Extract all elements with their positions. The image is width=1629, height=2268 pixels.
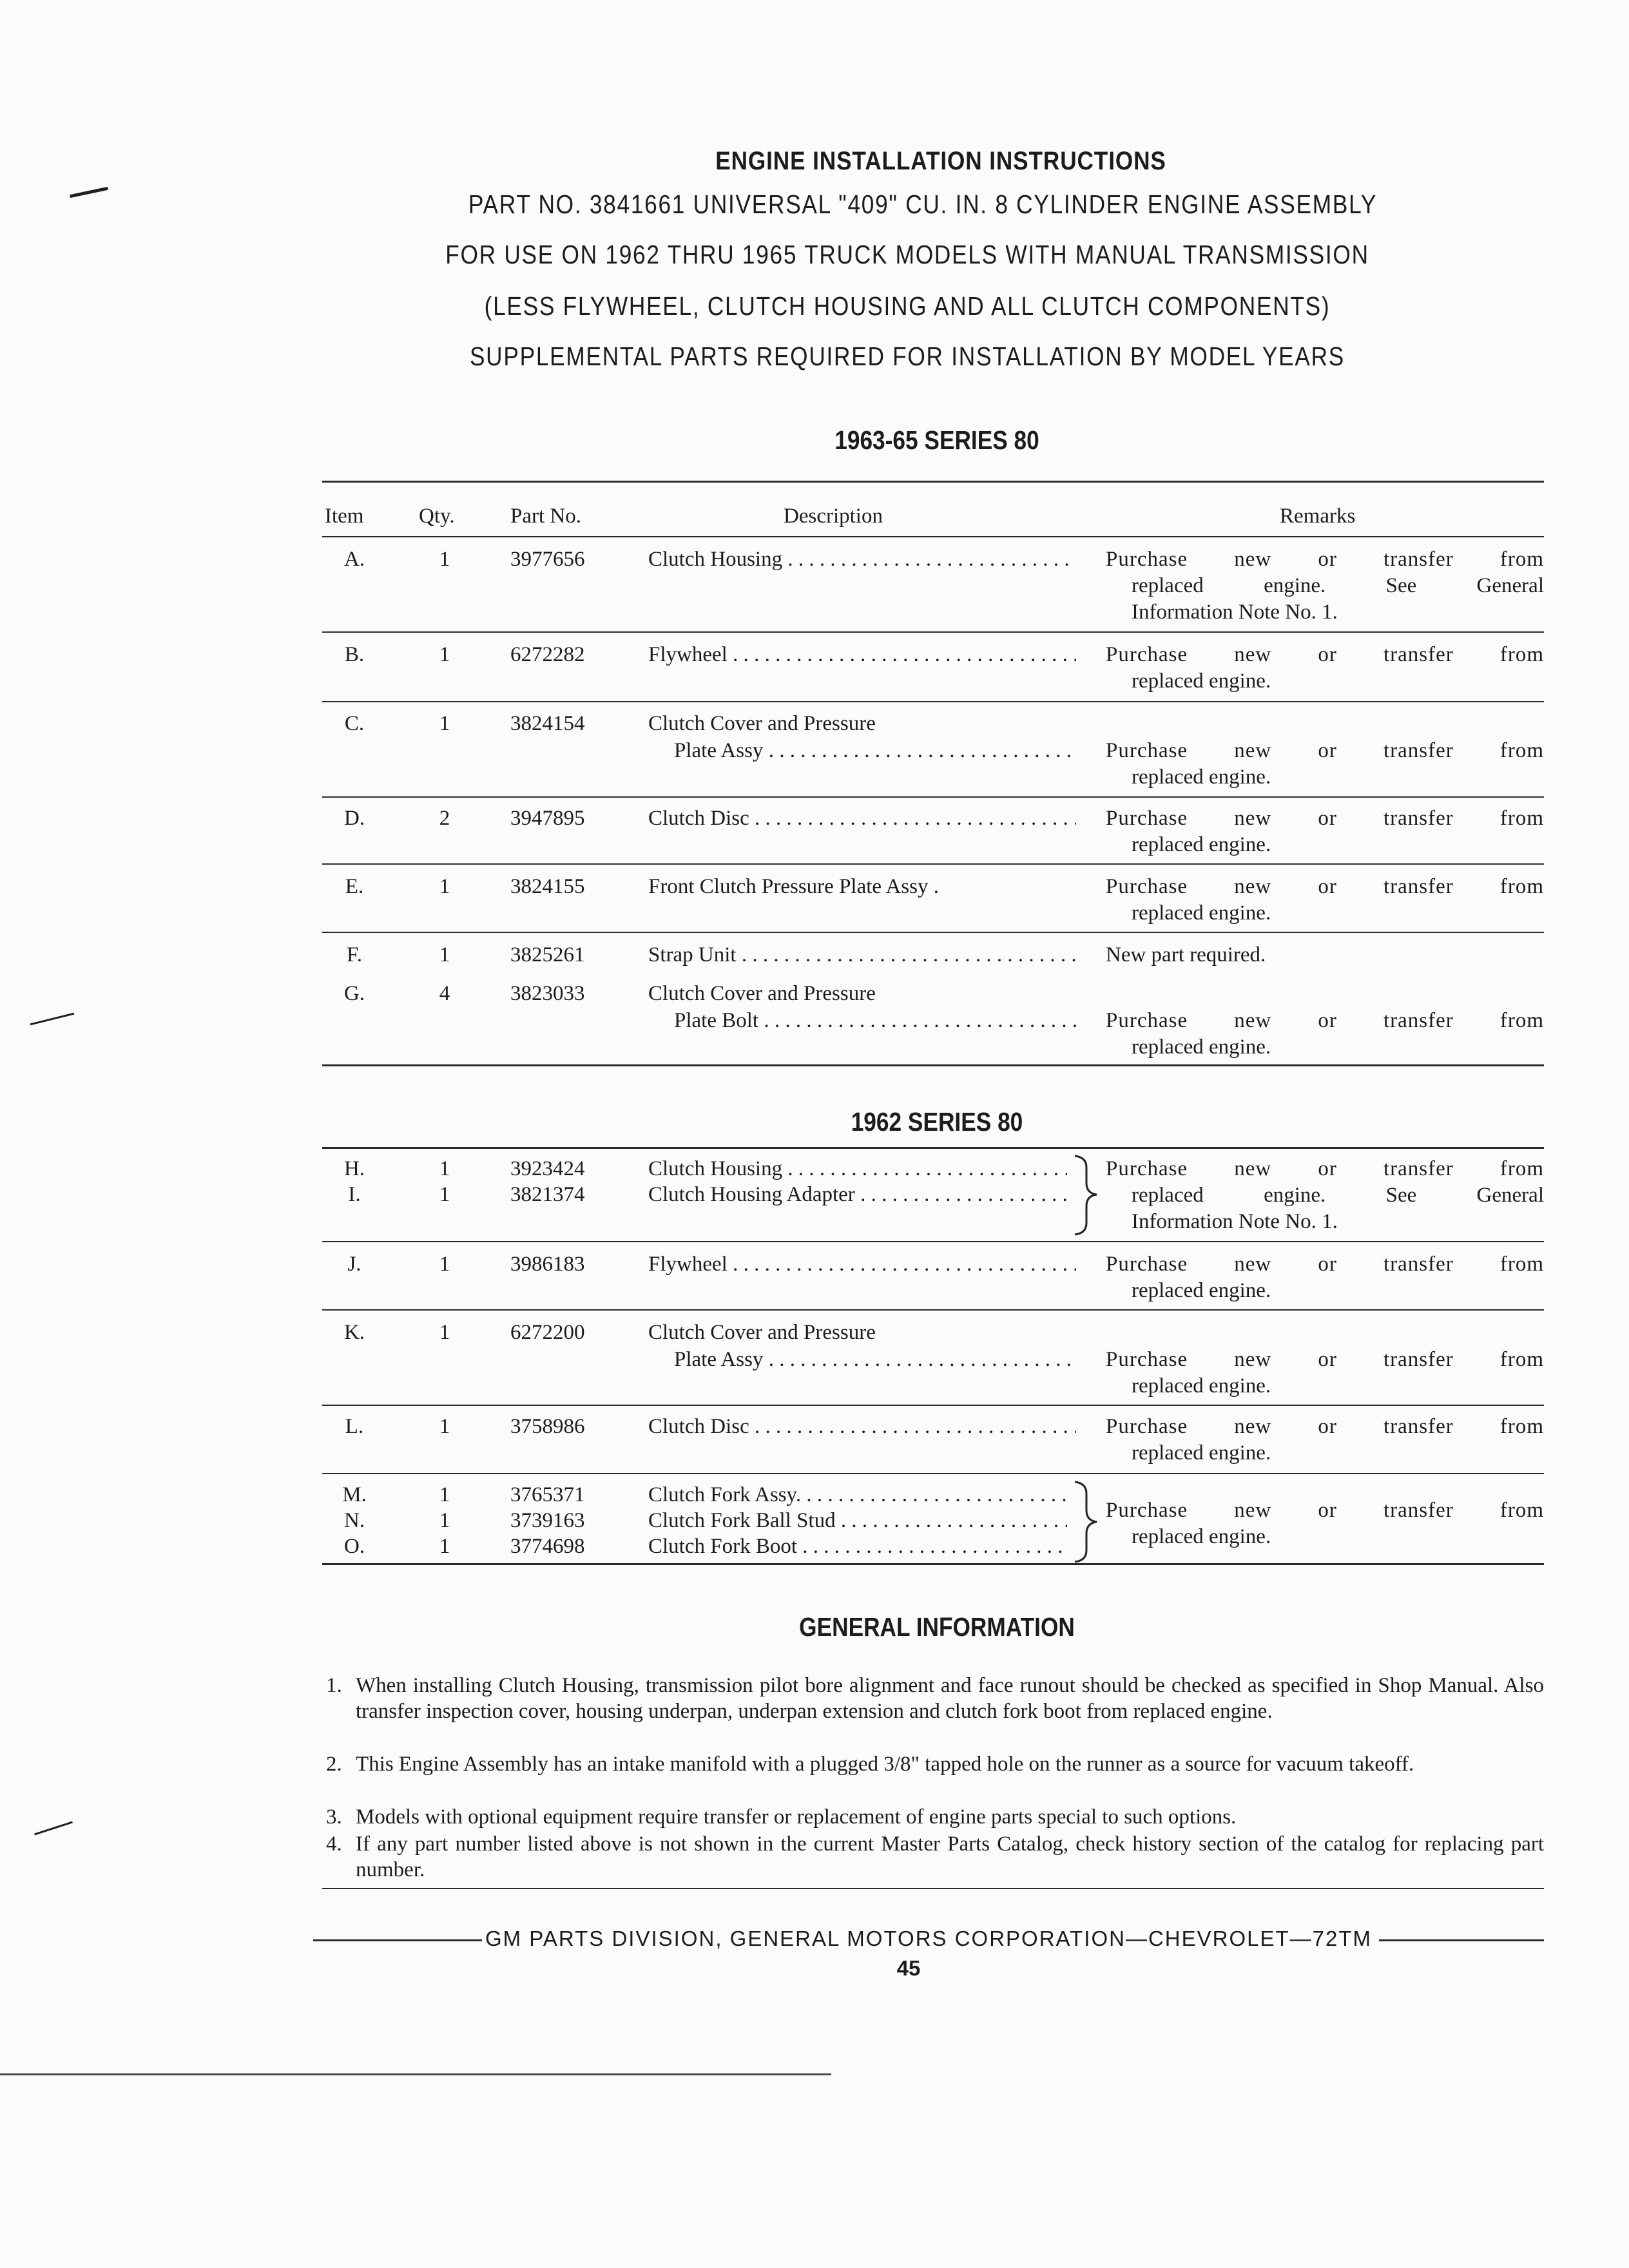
margin-mark-lower — [34, 1821, 73, 1835]
footer-rule-right — [1379, 1939, 1544, 1941]
item-letter: G. — [343, 982, 365, 1005]
item-letter: D. — [343, 807, 365, 830]
column-header-qty: Qty. — [419, 505, 455, 528]
item-description: Clutch Housing Adapter . . . — [648, 1182, 1067, 1207]
item-qty: 1 — [439, 943, 450, 966]
item-qty: 1 — [439, 1157, 450, 1180]
item-qty: 2 — [439, 807, 450, 830]
item-letter: L. — [345, 1415, 364, 1438]
table-top-rule — [322, 481, 1544, 483]
item-description: Flywheel . . . — [648, 1251, 1076, 1277]
item-remarks-cont: replaced engine. — [1132, 833, 1271, 856]
note-text: If any part number listed above is not shown in the current Master Parts Catalog, check history section of the catalog for replacing part number. — [356, 1832, 1544, 1881]
item-letter: I. — [348, 1183, 361, 1206]
row-rule — [322, 1309, 1544, 1311]
item-qty: 1 — [439, 548, 450, 571]
header-line-part-number: PART NO. 3841661 UNIVERSAL "409" CU. IN. 8 CYLINDER ENGINE ASSEMBLY — [468, 189, 1378, 219]
general-information-title: GENERAL INFORMATION — [799, 1612, 1075, 1642]
page-title: ENGINE INSTALLATION INSTRUCTIONS — [715, 147, 1166, 175]
item-description: Clutch Cover and Pressure — [648, 1321, 876, 1344]
section-bottom-rule — [322, 1064, 1544, 1066]
header-line-exclusions: (LESS FLYWHEEL, CLUTCH HOUSING AND ALL CLUTCH COMPONENTS) — [484, 291, 1331, 321]
right-brace — [1070, 1153, 1102, 1237]
item-description: Front Clutch Pressure Plate Assy . — [648, 875, 939, 898]
page-number: 45 — [896, 1956, 921, 1980]
general-note — [326, 1751, 1544, 1777]
item-remarks: Purchase new or transfer from — [1106, 1157, 1544, 1180]
note-text: When installing Clutch Housing, transmission pilot bore alignment and face runout should be checked as specified in Shop Manual. Also transfer inspection cover, housing underpan, underpan extension and clutch fork boot from replaced engine. — [356, 1674, 1544, 1723]
item-remarks: Purchase new or transfer from — [1106, 1009, 1544, 1032]
item-letter: K. — [343, 1321, 365, 1344]
item-letter: F. — [347, 943, 362, 966]
item-qty: 1 — [439, 1483, 450, 1506]
item-part-number: 3947895 — [510, 807, 585, 830]
item-description: Clutch Disc . . . — [648, 805, 1076, 831]
item-remarks-cont: Information Note No. 1. — [1132, 1210, 1338, 1233]
item-part-number: 3824155 — [510, 875, 585, 898]
item-letter: M. — [342, 1483, 367, 1506]
item-part-number: 3774698 — [510, 1535, 585, 1558]
row-rule — [322, 863, 1544, 865]
item-letter: B. — [344, 643, 365, 666]
header-line-supplemental: SUPPLEMENTAL PARTS REQUIRED FOR INSTALLATION BY MODEL YEARS — [469, 341, 1345, 371]
section-title-1963-65: 1963-65 SERIES 80 — [834, 425, 1039, 455]
general-note — [326, 1673, 1544, 1724]
item-description: Flywheel . . . — [648, 642, 1076, 668]
item-description: Clutch Fork Assy. . . . — [648, 1482, 1067, 1508]
row-rule — [322, 1473, 1544, 1474]
item-description-cont: Plate Assy . . . — [674, 738, 1076, 764]
note-number: 3. — [326, 1805, 342, 1829]
item-qty: 1 — [439, 1183, 450, 1206]
item-qty: 1 — [439, 875, 450, 898]
item-description-cont: Plate Assy . . . — [674, 1347, 1076, 1372]
item-part-number: 3923424 — [510, 1157, 585, 1180]
general-info-rule — [322, 1888, 1544, 1889]
item-letter: N. — [343, 1509, 365, 1532]
item-letter: A. — [343, 548, 365, 571]
section-top-rule — [322, 1147, 1544, 1149]
item-remarks-cont: replaced engine. See General — [1132, 1184, 1544, 1207]
item-description: Strap Unit . . . — [648, 942, 1076, 968]
item-qty: 1 — [439, 1535, 450, 1558]
item-remarks: Purchase new or transfer from — [1106, 807, 1544, 830]
item-part-number: 3977656 — [510, 548, 585, 571]
item-part-number: 3765371 — [510, 1483, 585, 1506]
item-qty: 1 — [439, 1415, 450, 1438]
header-line-usage: FOR USE ON 1962 THRU 1965 TRUCK MODELS WITH MANUAL TRANSMISSION — [445, 240, 1369, 269]
item-remarks: Purchase new or transfer from — [1106, 1415, 1544, 1438]
bottom-edge-line — [0, 2073, 831, 2075]
general-note — [326, 1831, 1544, 1883]
margin-mark-top — [70, 187, 108, 198]
item-qty: 4 — [439, 982, 450, 1005]
item-remarks: Purchase new or transfer from — [1106, 875, 1544, 898]
item-part-number: 3821374 — [510, 1183, 585, 1206]
item-remarks-cont: replaced engine. — [1132, 901, 1271, 925]
item-letter: H. — [343, 1157, 365, 1180]
row-rule — [322, 1241, 1544, 1242]
item-part-number: 3986183 — [510, 1253, 585, 1276]
column-header-item: Item — [325, 505, 364, 528]
note-number: 2. — [326, 1753, 342, 1776]
item-remarks-cont: replaced engine. — [1132, 1279, 1271, 1302]
item-letter: J. — [347, 1253, 361, 1276]
item-remarks-cont: Information Note No. 1. — [1132, 601, 1338, 624]
item-part-number: 3824154 — [510, 712, 585, 735]
item-remarks: Purchase new or transfer from — [1106, 643, 1544, 666]
row-rule — [322, 932, 1544, 933]
item-remarks-cont: replaced engine. — [1132, 1035, 1271, 1059]
item-part-number: 3758986 — [510, 1415, 585, 1438]
item-remarks: Purchase new or transfer from — [1106, 1253, 1544, 1276]
item-part-number: 6272282 — [510, 643, 585, 666]
item-remarks-cont: replaced engine. — [1132, 1525, 1271, 1548]
item-letter: C. — [344, 712, 365, 735]
row-rule — [322, 701, 1544, 702]
item-description: Clutch Housing . . . — [648, 1156, 1067, 1182]
note-text: This Engine Assembly has an intake manifold with a plugged 3/8" tapped hole on the runner as a source for vacuum takeoff. — [356, 1753, 1414, 1776]
item-remarks: Purchase new or transfer from — [1106, 548, 1544, 571]
page-footer — [313, 1927, 1544, 1959]
item-qty: 1 — [439, 1253, 450, 1276]
note-number: 4. — [326, 1832, 342, 1856]
item-description-cont: Plate Bolt . . . — [674, 1008, 1076, 1033]
footer-text: GM PARTS DIVISION, GENERAL MOTORS CORPORATION—CHEVROLET—72TM — [485, 1927, 1372, 1950]
right-brace — [1070, 1479, 1102, 1564]
item-description: Clutch Cover and Pressure — [648, 982, 876, 1005]
item-remarks-cont: replaced engine. — [1132, 1374, 1271, 1398]
item-remarks: Purchase new or transfer from — [1106, 1348, 1544, 1371]
note-number: 1. — [326, 1674, 342, 1697]
row-rule — [322, 631, 1544, 633]
item-description: Clutch Cover and Pressure — [648, 712, 876, 735]
column-header-remarks: Remarks — [1280, 505, 1356, 528]
item-qty: 1 — [439, 1321, 450, 1344]
item-qty: 1 — [439, 643, 450, 666]
general-note — [326, 1804, 1544, 1830]
item-remarks-cont: replaced engine. — [1132, 1441, 1271, 1465]
item-part-number: 3739163 — [510, 1509, 585, 1532]
table-bottom-rule — [322, 1563, 1544, 1565]
item-remarks-cont: replaced engine. — [1132, 765, 1271, 789]
column-header-part: Part No. — [510, 505, 581, 528]
item-letter: O. — [343, 1535, 365, 1558]
item-description: Clutch Housing . . . — [648, 546, 1076, 572]
item-description: Clutch Fork Ball Stud . . . — [648, 1508, 1067, 1533]
item-qty: 1 — [439, 712, 450, 735]
header-rule — [322, 536, 1544, 537]
item-description: Clutch Disc . . . — [648, 1414, 1076, 1439]
item-remarks: Purchase new or transfer from — [1106, 1499, 1544, 1522]
item-remarks-cont: replaced engine. — [1132, 669, 1271, 693]
row-rule — [322, 796, 1544, 798]
item-remarks: Purchase new or transfer from — [1106, 739, 1544, 762]
section-title-1962: 1962 SERIES 80 — [851, 1107, 1023, 1137]
item-remarks-cont: replaced engine. See General — [1132, 574, 1544, 597]
item-remarks: New part required. — [1106, 943, 1266, 966]
column-header-description: Description — [784, 505, 883, 528]
item-description: Clutch Fork Boot . . . — [648, 1533, 1067, 1559]
margin-mark-middle — [30, 1013, 75, 1026]
row-rule — [322, 1405, 1544, 1406]
note-text: Models with optional equipment require transfer or replacement of engine parts special to such options. — [356, 1805, 1237, 1829]
item-letter: E. — [345, 875, 364, 898]
item-part-number: 6272200 — [510, 1321, 585, 1344]
item-part-number: 3825261 — [510, 943, 585, 966]
item-part-number: 3823033 — [510, 982, 585, 1005]
item-qty: 1 — [439, 1509, 450, 1532]
